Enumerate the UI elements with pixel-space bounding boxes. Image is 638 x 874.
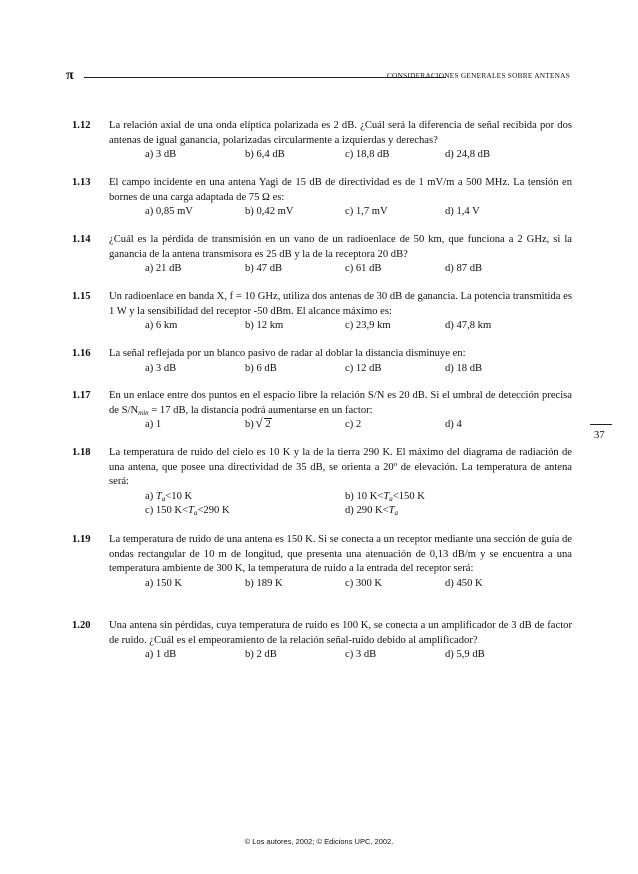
answer-options bbox=[145, 418, 572, 433]
question-text bbox=[109, 389, 572, 418]
answer-options bbox=[145, 648, 572, 663]
question-number: 1.15 bbox=[72, 291, 91, 302]
answer-options bbox=[145, 148, 572, 163]
option-b: b) 6 dB bbox=[245, 362, 277, 374]
option-c: c) 1,7 mV bbox=[345, 206, 388, 218]
option-c: c) 300 K bbox=[345, 577, 383, 589]
option-a: a) 1 dB bbox=[145, 649, 177, 661]
option-c: c) 18,8 dB bbox=[345, 149, 390, 161]
option-b: b) 2 dB bbox=[245, 649, 277, 661]
option-c: c) 2 bbox=[345, 419, 362, 431]
question-1-16 bbox=[72, 347, 572, 376]
option-b bbox=[245, 418, 272, 433]
option-d: d) 87 dB bbox=[445, 263, 483, 275]
question-text-part: = 17 dB, la distancia podrá aumentarse en un factor: bbox=[148, 404, 373, 416]
sqrt-symbol bbox=[256, 418, 271, 433]
option-d: d) 290 $K<T_a$ bbox=[345, 505, 399, 518]
section-title: CONSIDERACIONES GENERALES SOBRE ANTENAS bbox=[386, 71, 570, 80]
option-a: a) $T_a<10$ K bbox=[145, 490, 193, 503]
option-b: b) 12 km bbox=[245, 320, 284, 332]
option-b: b) 10 $K<T_a<150$ K bbox=[345, 490, 425, 503]
question-text: El campo incidente en una antena Yagi de 15 dB de directividad es de 1 mV/m a 500 MHz. La tensión en bornes de una carga adaptada de 75 Ω es: bbox=[109, 177, 572, 203]
option-d: d) 18 dB bbox=[445, 362, 483, 374]
option-c: c) 12 dB bbox=[345, 362, 382, 374]
question-number: 1.14 bbox=[72, 234, 91, 245]
question-number: 1.13 bbox=[72, 177, 91, 188]
question-1-15 bbox=[72, 290, 572, 334]
option-b: b) 6,4 dB bbox=[245, 149, 285, 161]
option-label: b) bbox=[245, 419, 254, 431]
option-d: d) 1,4 V bbox=[445, 206, 480, 218]
question-1-12 bbox=[72, 119, 572, 163]
answer-options bbox=[145, 577, 572, 592]
question-1-18 bbox=[72, 446, 572, 519]
answer-options bbox=[145, 262, 572, 277]
question-number: 1.17 bbox=[72, 390, 91, 401]
question-text: Un radioenlace en banda X, f = 10 GHz, utiliza dos antenas de 30 dB de ganancia. La potencia transmitida es 1 W y la sensibilidad del receptor -50 dBm. El alcance máximo es: bbox=[109, 291, 572, 317]
option-a: a) 0,85 mV bbox=[145, 206, 193, 218]
option-d: d) 47,8 km bbox=[445, 320, 492, 332]
option-c: c) 150 $K<T_a<290$ K bbox=[145, 505, 230, 518]
option-c: c) 23,9 km bbox=[345, 320, 391, 332]
pi-icon: π bbox=[66, 68, 74, 83]
answer-options bbox=[145, 319, 572, 334]
option-b: b) 47 dB bbox=[245, 263, 283, 275]
option-a: a) 21 dB bbox=[145, 263, 182, 275]
copyright-footer: © Los autores, 2002; © Edicions UPC, 2002. bbox=[244, 837, 394, 846]
option-c: c) 61 dB bbox=[345, 263, 382, 275]
question-number: 1.16 bbox=[72, 348, 91, 359]
question-1-20 bbox=[72, 619, 572, 663]
option-d: d) 24,8 dB bbox=[445, 149, 491, 161]
option-a: a) 1 bbox=[145, 419, 162, 431]
option-a: a) 3 dB bbox=[145, 149, 177, 161]
question-text: La temperatura de ruido de una antena es 150 K. Si se conecta a un receptor mediante una sección de guía de ondas rectangular de 10 m de longitud, que presenta una atenuación de 0,13 dB/m y se encuentra a una temperatura ambiente de 300 K, la temperatura de ruido a la entrada del receptor será: bbox=[109, 534, 572, 575]
option-c: c) 3 dB bbox=[345, 649, 377, 661]
question-text: La temperatura de ruido del cielo es 10 K y la de la tierra 290 K. El máximo del diagrama de radiación de una antena, que posee una directividad de 35 dB, se orienta a 20º de elevación. La temperatura de antena será: bbox=[109, 447, 572, 488]
option-b: b) 0,42 mV bbox=[245, 206, 294, 218]
page-number: 37 bbox=[594, 430, 605, 441]
question-text: La relación axial de una onda elíptica polarizada es 2 dB. ¿Cuál será la diferencia de señal recibida por dos antenas de igual ganancia, polarizadas circularmente a izquierdas y derechas? bbox=[109, 120, 572, 146]
question-text: Una antena sin pérdidas, cuya temperatura de ruido es 100 K, se conecta a un amplificador de 3 dB de factor de ruido. ¿Cuál es el empeoramiento de la relación señal-ruido debido al amplificador? bbox=[109, 620, 572, 646]
option-d: d) 450 K bbox=[445, 577, 483, 589]
option-b: b) 189 K bbox=[245, 577, 283, 589]
option-a: a) 6 km bbox=[145, 320, 178, 332]
answer-options-row-2 bbox=[145, 504, 572, 519]
question-text-part: En un enlace entre dos puntos en el espacio libre la relación S/N es 20 dB. Si el umbral de detección precisa de S/N bbox=[109, 390, 572, 416]
answer-options bbox=[145, 362, 572, 377]
page-number-rule bbox=[590, 424, 612, 425]
question-1-19 bbox=[72, 533, 572, 591]
question-1-17 bbox=[72, 389, 572, 433]
option-a: a) 3 dB bbox=[145, 362, 177, 374]
option-d: d) 4 bbox=[445, 419, 462, 431]
option-d: d) 5,9 dB bbox=[445, 649, 485, 661]
question-1-14 bbox=[72, 233, 572, 277]
question-number: 1.12 bbox=[72, 120, 91, 131]
subscript-min: min bbox=[138, 408, 149, 417]
question-text: La señal reflejada por un blanco pasivo de radar al doblar la distancia disminuye en: bbox=[109, 348, 466, 359]
page-header bbox=[66, 69, 570, 83]
question-text: ¿Cuál es la pérdida de transmisión en un vano de un radioenlace de 50 km, que funciona a 2 GHz, si la ganancia de la antena transmisora es 25 dB y la de la receptora 20 dB? bbox=[109, 234, 572, 260]
question-number: 1.20 bbox=[72, 620, 91, 631]
option-a: a) 150 K bbox=[145, 577, 183, 589]
question-1-13 bbox=[72, 176, 572, 220]
sqrt-value: 2 bbox=[265, 419, 271, 431]
question-number: 1.19 bbox=[72, 534, 91, 545]
answer-options bbox=[145, 205, 572, 220]
question-number: 1.18 bbox=[72, 447, 91, 458]
answer-options-row-1 bbox=[145, 490, 572, 505]
